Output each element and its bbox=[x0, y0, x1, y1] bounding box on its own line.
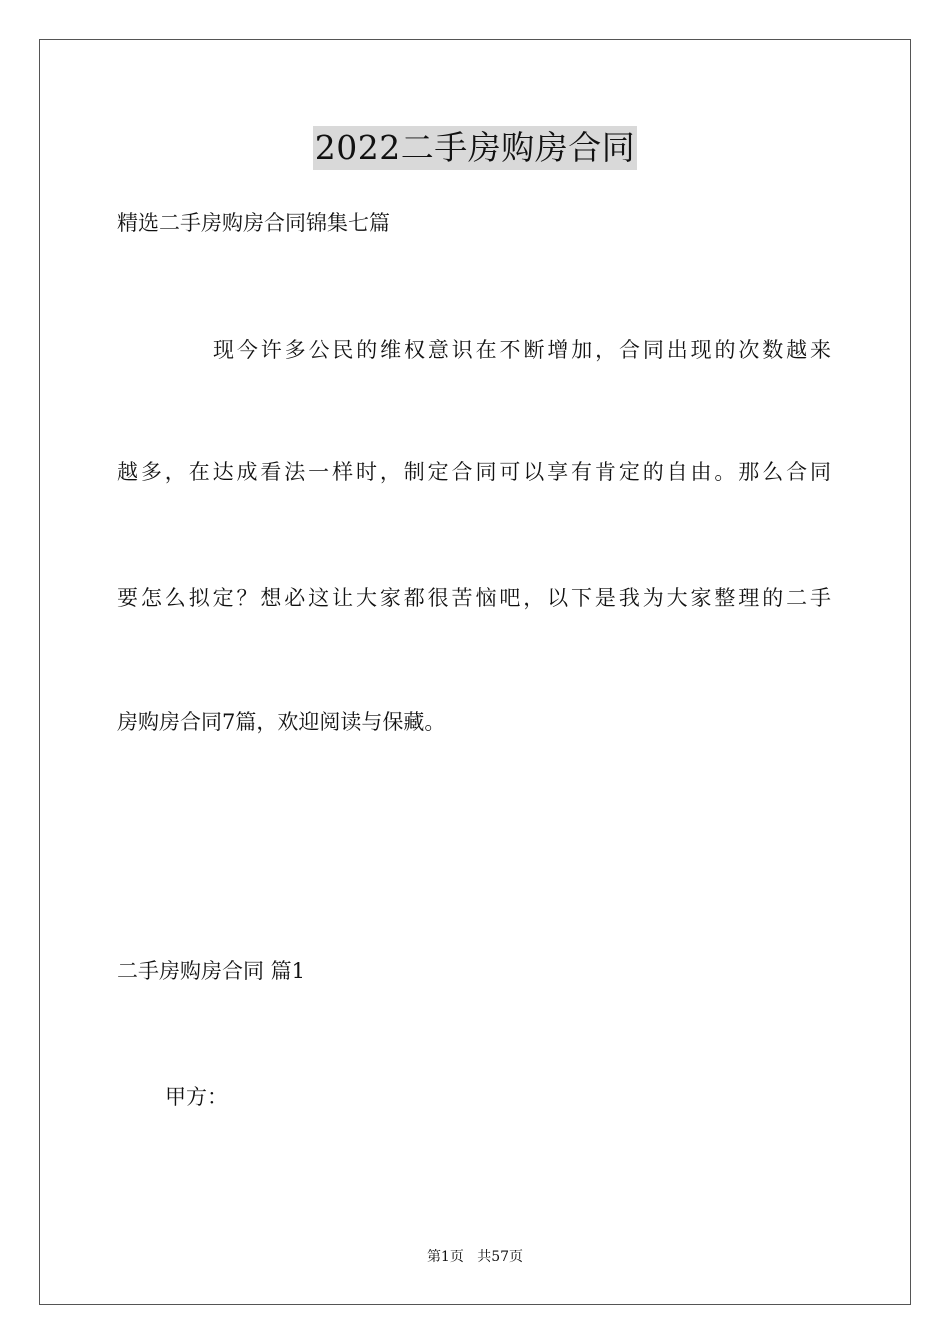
intro-line-4: 房购房合同7篇，欢迎阅读与保藏。 bbox=[117, 710, 446, 734]
page-number-current: 第1页 bbox=[426, 1249, 464, 1265]
document-title: 2022二手房购房合同 bbox=[313, 126, 637, 170]
intro-line-1: 现今许多公民的维权意识在不断增加，合同出现的次数越来 bbox=[213, 338, 831, 362]
section-heading: 二手房购房合同 篇1 bbox=[117, 959, 306, 983]
intro-line-2: 越多，在达成看法一样时，制定合同可以享有肯定的自由。那么合同 bbox=[117, 460, 831, 484]
page-footer bbox=[0, 1247, 950, 1267]
document-subtitle: 精选二手房购房合同锦集七篇 bbox=[117, 211, 390, 235]
page-number-total: 共57页 bbox=[477, 1249, 524, 1265]
document-title-container bbox=[0, 126, 950, 170]
intro-line-3: 要怎么拟定？想必这让大家都很苦恼吧，以下是我为大家整理的二手 bbox=[117, 586, 831, 610]
party-a-label: 甲方： bbox=[165, 1085, 228, 1109]
